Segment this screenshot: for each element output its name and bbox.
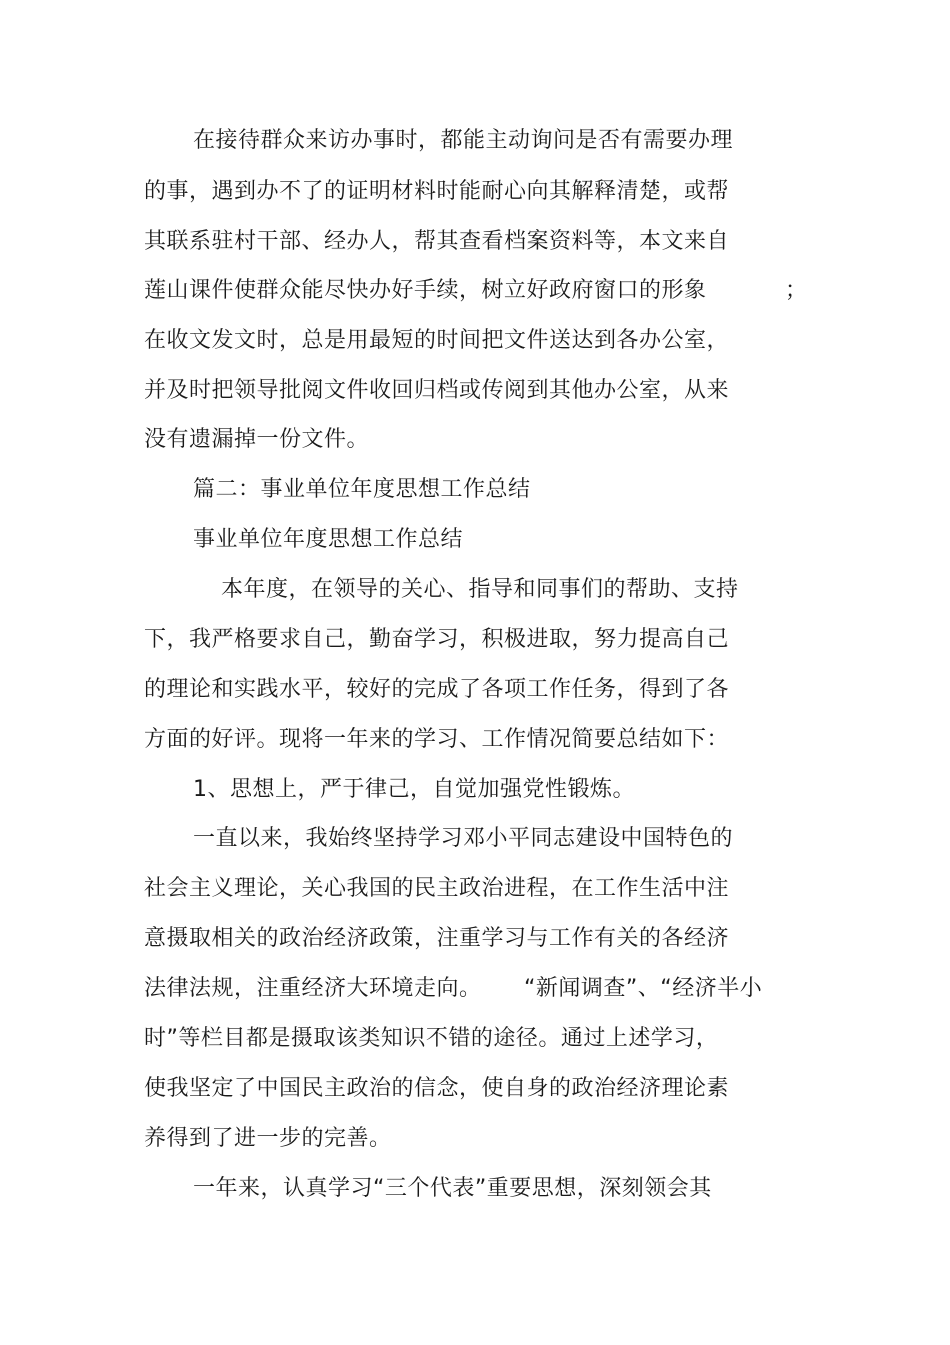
paragraph-line: 在接待群众来访办事时，都能主动询问是否有需要办理	[193, 128, 734, 153]
paragraph-line: 在收文发文时，总是用最短的时间把文件送达到各办公室，	[144, 328, 730, 353]
paragraph-line: 莲山课件使群众能尽快办好手续，树立好政府窗口的形象	[144, 278, 707, 303]
numbered-heading: 1、思想上，严于律己，自觉加强党性锻炼。	[193, 777, 635, 802]
paragraph-line: 一年来，认真学习“三个代表”重要思想，深刻领会其	[193, 1176, 712, 1201]
paragraph-line: 养得到了进一步的完善。	[144, 1126, 392, 1151]
document-title: 事业单位年度思想工作总结	[193, 527, 464, 552]
paragraph-line: 法律法规，注重经济大环境走向。	[144, 976, 482, 1001]
paragraph-line: 下，我严格要求自己，勤奋学习，积极进取，努力提高自己	[144, 627, 730, 652]
paragraph-line: 其联系驻村干部、经办人，帮其查看档案资料等，本文来自	[144, 229, 730, 254]
paragraph-line: 社会主义理论，关心我国的民主政治进程，在工作生活中注	[144, 876, 730, 901]
section-heading: 篇二：事业单位年度思想工作总结	[193, 477, 531, 502]
paragraph-line: 并及时把领导批阅文件收回归档或传阅到其他办公室，从来	[144, 378, 730, 403]
paragraph-line: 一直以来，我始终坚持学习邓小平同志建设中国特色的	[193, 826, 734, 851]
paragraph-line: “新闻调查”、“经济半小	[524, 976, 763, 1001]
paragraph-line: 的事，遇到办不了的证明材料时能耐心向其解释清楚，或帮	[144, 179, 730, 204]
paragraph-line: ；	[785, 278, 808, 303]
paragraph-line: 方面的好评。现将一年来的学习、工作情况简要总结如下：	[144, 727, 730, 752]
paragraph-line: 使我坚定了中国民主政治的信念，使自身的政治经济理论素	[144, 1076, 730, 1101]
paragraph-line: 本年度，在领导的关心、指导和同事们的帮助、支持	[221, 577, 739, 602]
paragraph-line: 时”等栏目都是摄取该类知识不错的途径。通过上述学习，	[144, 1026, 719, 1051]
paragraph-line: 没有遗漏掉一份文件。	[144, 427, 370, 452]
paragraph-line: 意摄取相关的政治经济政策，注重学习与工作有关的各经济	[144, 926, 730, 951]
paragraph-line: 的理论和实践水平，较好的完成了各项工作任务，得到了各	[144, 677, 730, 702]
